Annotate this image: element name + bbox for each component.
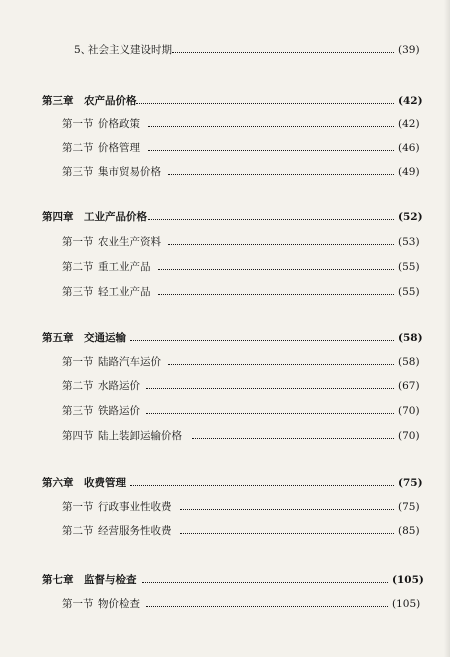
toc-chapter [0,93,450,109]
entry-title: 价格管理 [98,142,140,154]
page-number: (42) [398,95,423,107]
toc-chapter [0,475,450,491]
chapter-label: 第七章 [42,574,74,586]
entry-title: 社会主义建设时期 [88,44,172,56]
entry-title: 陆上装卸运输价格 [98,430,182,442]
entry-title: 价格政策 [98,118,140,130]
page-number: (58) [398,332,423,344]
page-number: (55) [398,286,420,298]
entry-title: 轻工业产品 [98,286,151,298]
entry-label: 第四节 [62,430,94,442]
entry-label: 5、 [74,44,92,56]
toc-entry [0,428,450,444]
chapter-title: 监督与检查 [84,574,137,586]
toc-entry [0,42,450,58]
dot-leader [146,606,388,607]
entry-label: 第二节 [62,261,94,273]
dot-leader [148,150,394,151]
entry-title: 物价检查 [98,598,140,610]
dot-leader [168,244,394,245]
dot-leader [146,413,394,414]
page-number: (55) [398,261,420,273]
toc-entry [0,403,450,419]
page-number: (75) [398,501,420,513]
toc-entry [0,164,450,180]
dot-leader [158,294,394,295]
page-number: (105) [392,574,424,586]
dot-leader [172,52,394,53]
entry-label: 第一节 [62,598,94,610]
toc-entry [0,499,450,515]
entry-title: 铁路运价 [98,405,140,417]
chapter-label: 第四章 [42,211,74,223]
toc-chapter [0,572,450,588]
entry-title: 水路运价 [98,380,140,392]
page-edge-shadow [444,0,450,657]
page-number: (58) [398,356,420,368]
chapter-label: 第三章 [42,95,74,107]
page-number: (42) [398,118,420,130]
toc-chapter [0,330,450,346]
entry-title: 重工业产品 [98,261,151,273]
dot-leader [180,533,394,534]
toc-entry [0,354,450,370]
chapter-title: 交通运输 [84,332,126,344]
entry-title: 陆路汽车运价 [98,356,161,368]
toc-entry [0,378,450,394]
chapter-title: 工业产品价格 [84,211,147,223]
toc-entry [0,596,450,612]
entry-title: 经营服务性收费 [98,525,172,537]
entry-title: 行政事业性收费 [98,501,172,513]
page-number: (39) [398,44,420,56]
dot-leader [130,340,394,341]
dot-leader [148,126,394,127]
entry-label: 第三节 [62,286,94,298]
chapter-label: 第六章 [42,477,74,489]
entry-label: 第三节 [62,166,94,178]
dot-leader [130,485,394,486]
dot-leader [180,509,394,510]
toc-chapter [0,209,450,225]
page-number: (70) [398,430,420,442]
page-number: (52) [398,211,423,223]
page-number: (53) [398,236,420,248]
chapter-title: 农产品价格 [84,95,137,107]
entry-label: 第二节 [62,525,94,537]
chapter-title: 收费管理 [84,477,126,489]
entry-label: 第一节 [62,356,94,368]
toc-entry [0,140,450,156]
dot-leader [146,388,394,389]
page-number: (85) [398,525,420,537]
dot-leader [192,438,394,439]
page-number: (49) [398,166,420,178]
entry-title: 农业生产资料 [98,236,161,248]
toc-entry [0,523,450,539]
page-number: (46) [398,142,420,154]
entry-label: 第二节 [62,142,94,154]
page-number: (75) [398,477,423,489]
page-number: (105) [392,598,421,610]
toc-entry [0,259,450,275]
dot-leader [168,174,394,175]
entry-title: 集市贸易价格 [98,166,161,178]
entry-label: 第一节 [62,118,94,130]
entry-label: 第三节 [62,405,94,417]
dot-leader [142,582,388,583]
page-number: (70) [398,405,420,417]
toc-entry [0,284,450,300]
dot-leader [136,103,394,104]
toc-entry [0,234,450,250]
chapter-label: 第五章 [42,332,74,344]
dot-leader [148,219,394,220]
entry-label: 第二节 [62,380,94,392]
dot-leader [168,364,394,365]
entry-label: 第一节 [62,501,94,513]
page-number: (67) [398,380,420,392]
entry-label: 第一节 [62,236,94,248]
dot-leader [158,269,394,270]
toc-entry [0,116,450,132]
